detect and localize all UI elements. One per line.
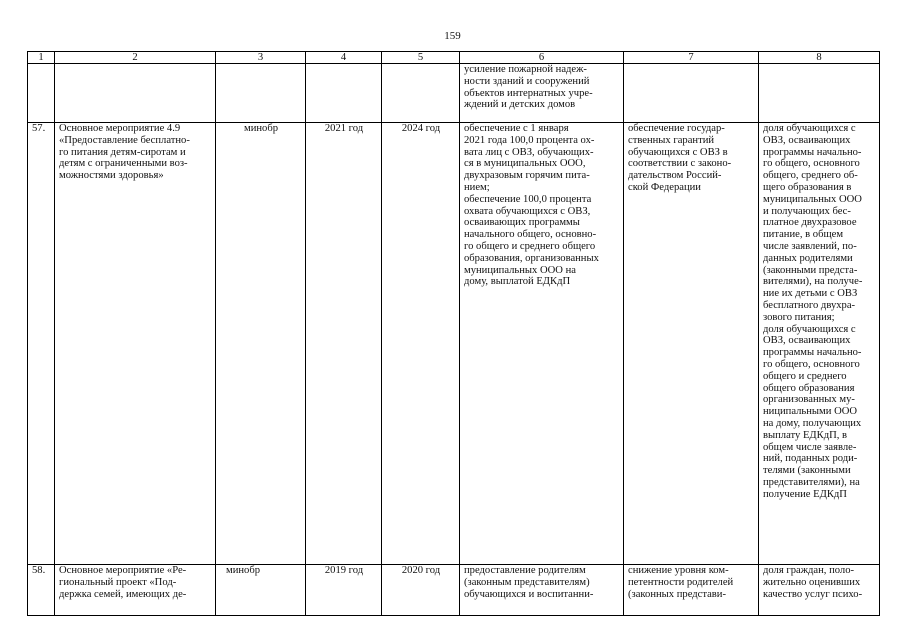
end-year-cell [382,64,460,123]
content-cell: усиление пожарной надеж- ности зданий и сооружений объектов интернатных учре- ждений и детских домов [460,64,624,123]
executor-cell: минобр [216,565,306,616]
row-number-cell: 58. [28,565,55,616]
executor-cell: минобр [216,123,306,565]
end-year-cell: 2020 год [382,565,460,616]
expected-result-cell: обеспечение государ- ственных гарантий обучающихся с ОВЗ в соответствии с законо- дательством Россий- ской Федерации [624,123,759,565]
table-row [28,565,880,616]
row-number-cell: 57. [28,123,55,565]
table-row [28,64,880,123]
column-header: 4 [306,52,382,64]
row-number-cell [28,64,55,123]
expected-result-cell: снижение уровня ком- петентности родителей (законных представи- [624,565,759,616]
indicator-cell [759,64,880,123]
indicator-cell: доля обучающихся с ОВЗ, осваивающих программы начально- го общего, основного общего, среднего об- щего образования в муниципальных ООО и получающих бес- платное двухразовое питание, в общем числе заявлений, по- данных родителями (законными предста- вителями), на получе- ние их детьми с ОВЗ бесплатного двухра- зового питания; доля обучающихся с ОВЗ, осваивающих программы начально- го общего, основного общего и среднего общего образования организованных му- ниципальными ООО на дому, получающих выплату ЕДКдП, в общем числе заявле- ний, поданных роди- телями (законными представителями), на получение ЕДКдП [759,123,880,565]
start-year-cell: 2019 год [306,565,382,616]
indicator-cell: доля граждан, поло- жительно оценивших качество услуг психо- [759,565,880,616]
activity-name-cell: Основное мероприятие 4.9 «Предоставление бесплатно- го питания детям-сиротам и детям с ограниченными воз- можностями здоровья» [55,123,216,565]
column-header: 5 [382,52,460,64]
table-row [28,123,880,565]
start-year-cell: 2021 год [306,123,382,565]
executor-cell [216,64,306,123]
content-cell: предоставление родителям (законным представителям) обучающихся и воспитанни- [460,565,624,616]
column-header: 7 [624,52,759,64]
column-header: 3 [216,52,306,64]
activity-name-cell [55,64,216,123]
column-header: 6 [460,52,624,64]
activity-name-cell: Основное мероприятие «Ре- гиональный проект «Под- держка семей, имеющих де- [55,565,216,616]
column-header: 1 [28,52,55,64]
expected-result-cell [624,64,759,123]
end-year-cell: 2024 год [382,123,460,565]
activities-table [27,51,880,616]
column-header: 8 [759,52,880,64]
start-year-cell [306,64,382,123]
column-header: 2 [55,52,216,64]
page-number: 159 [444,30,461,42]
column-number-header-row [28,52,880,64]
content-cell: обеспечение с 1 января 2021 года 100,0 процента ох- вата лиц с ОВЗ, обучающих- ся в муниципальных ООО, двухразовым горячим пита- нием; обеспечение 100,0 процента охвата обучающихся с ОВЗ, осваивающих программы начального общего, основно- го общего и среднего общего образования, организованных муниципальных ООО на дому, выплатой ЕДКдП [460,123,624,565]
